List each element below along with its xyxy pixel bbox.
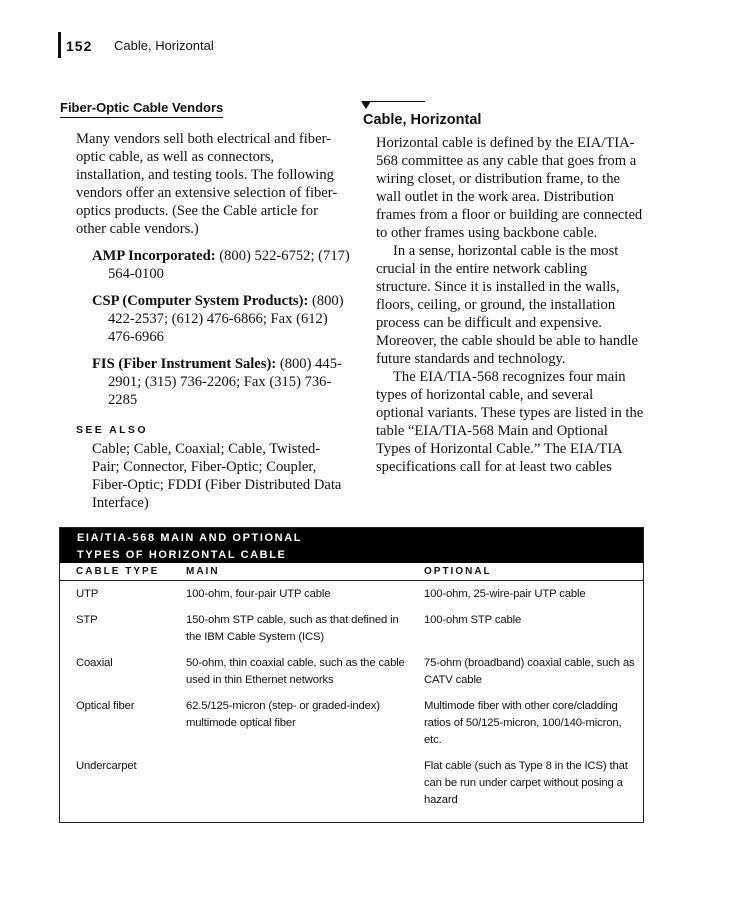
cell-optional: Flat cable (such as Type 8 in the ICS) that can be run under carpet without posing a hazard bbox=[424, 760, 628, 806]
article-body bbox=[376, 134, 644, 476]
cell-type: UTP bbox=[76, 588, 99, 600]
page-number: 152 bbox=[66, 38, 93, 54]
vendor-entry bbox=[92, 355, 356, 409]
cell-optional: 100-ohm, 25-wire-pair UTP cable bbox=[424, 588, 586, 600]
column-header-main: MAIN bbox=[186, 566, 220, 577]
vendor-details: (800) 422-2537; (612) 476-6866; Fax (612) 476-6966 bbox=[108, 293, 344, 345]
see-also-text: Cable; Cable, Coaxial; Cable, Twisted-Pair; Connector, Fiber-Optic; Coupler, Fiber-Optic; FDDI (Fiber Distributed Data Interface) bbox=[92, 441, 342, 511]
cell-main: 50-ohm, thin coaxial cable, such as the cable used in thin Ethernet networks bbox=[186, 657, 405, 686]
vendor-entry bbox=[92, 247, 356, 283]
vendor-name: AMP Incorporated: bbox=[92, 248, 216, 264]
section-marker-icon bbox=[363, 101, 425, 104]
paragraph: The EIA/TIA-568 recognizes four main types of horizontal cable, and several optional variants. These types are listed in the table “EIA/TIA-568 Main and Optional Types of Horizontal Cable.” The EIA/TIA specifications call for at least two cables bbox=[376, 369, 644, 475]
left-column bbox=[60, 99, 350, 512]
article-title: Cable, Horizontal bbox=[363, 112, 482, 128]
cable-types-table bbox=[59, 527, 644, 823]
cell-type: Coaxial bbox=[76, 657, 113, 669]
vendors-intro: Many vendors sell both electrical and fiber-optic cable, as well as connectors, installation, and testing tools. The following vendors offer an extensive selection of fiber-optics products. (See the Cable article for other cable vendors.) bbox=[76, 131, 338, 237]
table-title-line: EIA/TIA-568 MAIN AND OPTIONAL bbox=[77, 532, 303, 544]
cell-main: 62.5/125-micron (step- or graded-index) multimode optical fiber bbox=[186, 700, 380, 729]
section-heading: Fiber-Optic Cable Vendors bbox=[60, 100, 223, 118]
header-rule bbox=[58, 32, 61, 58]
cell-optional: 75-ohm (broadband) coaxial cable, such as CATV cable bbox=[424, 657, 635, 686]
vendor-entry bbox=[92, 292, 356, 346]
paragraph: In a sense, horizontal cable is the most crucial in the entire network cabling structure. Since it is installed in the walls, floors, ceiling, or ground, the installation process can be difficult and expensive. Moreover, the cable should be able to handle future standards and technology. bbox=[376, 243, 639, 367]
page-header bbox=[58, 30, 358, 56]
table-title bbox=[60, 528, 643, 563]
table-header-row bbox=[60, 563, 643, 581]
cell-optional: Multimode fiber with other core/cladding ratios of 50/125-micron, 100/140-micron, etc. bbox=[424, 700, 622, 746]
vendor-name: CSP (Computer System Products): bbox=[92, 293, 309, 309]
vendor-name: FIS (Fiber Instrument Sales): bbox=[92, 356, 277, 372]
paragraph: Horizontal cable is defined by the EIA/TIA-568 committee as any cable that goes from a wiring closet, or distribution frame, to the wall outlet in the work area. Distribution frames from a floor or building are connected to other frames using backbone cable. bbox=[376, 135, 643, 241]
running-title: Cable, Horizontal bbox=[114, 38, 214, 53]
right-column bbox=[363, 101, 648, 476]
column-header-optional: OPTIONAL bbox=[424, 566, 492, 577]
column-header-cable-type: CABLE TYPE bbox=[76, 566, 160, 577]
vendor-details: (800) 445-2901; (315) 736-2206; Fax (315) 736-2285 bbox=[108, 356, 342, 408]
vendor-details: (800) 522-6752; (717) 564-0100 bbox=[108, 248, 350, 282]
table-title-line: TYPES OF HORIZONTAL CABLE bbox=[77, 549, 287, 561]
cell-main: 150-ohm STP cable, such as that defined in the IBM Cable System (ICS) bbox=[186, 614, 399, 643]
cell-type: Undercarpet bbox=[76, 760, 137, 772]
cell-type: Optical fiber bbox=[76, 700, 135, 712]
cell-optional: 100-ohm STP cable bbox=[424, 614, 522, 626]
cell-type: STP bbox=[76, 614, 98, 626]
cell-main: 100-ohm, four-pair UTP cable bbox=[186, 588, 331, 600]
see-also-heading: SEE ALSO bbox=[76, 424, 148, 436]
